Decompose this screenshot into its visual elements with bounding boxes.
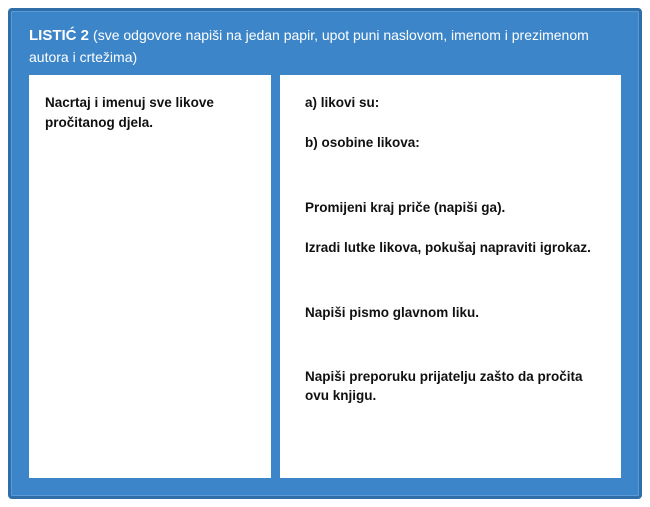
spacer — [305, 113, 605, 133]
worksheet-panels — [29, 75, 621, 478]
worksheet-header — [29, 25, 621, 69]
spacer — [305, 218, 605, 238]
right-panel-task-recommendation: Napiši preporuku prijatelju zašto da pročita ovu knjigu. — [305, 368, 583, 404]
right-panel-task-change-ending: Promijeni kraj priče (napiši ga). — [305, 200, 506, 216]
worksheet-subtitle: (sve odgovore napiši na jedan papir, upot puni naslovom, imenom i prezimenom autora i crtežima) — [29, 27, 589, 66]
right-panel-task-puppets: Izradi lutke likova, pokušaj napraviti igrokaz. — [305, 239, 591, 255]
left-panel — [29, 75, 271, 478]
right-panel-task-b: b) osobine likova: — [305, 134, 420, 150]
right-panel-task-a: a) likovi su: — [305, 95, 380, 110]
right-panel-task-letter: Napiši pismo glavnom liku. — [305, 305, 480, 321]
worksheet-frame — [8, 8, 642, 499]
worksheet-title: LISTIĆ 2 — [29, 27, 90, 44]
right-panel — [280, 75, 621, 478]
left-panel-task: Nacrtaj i imenuj sve likove pročitanog djela. — [45, 95, 214, 130]
spacer — [305, 257, 605, 303]
spacer — [305, 323, 605, 367]
spacer — [305, 152, 605, 198]
